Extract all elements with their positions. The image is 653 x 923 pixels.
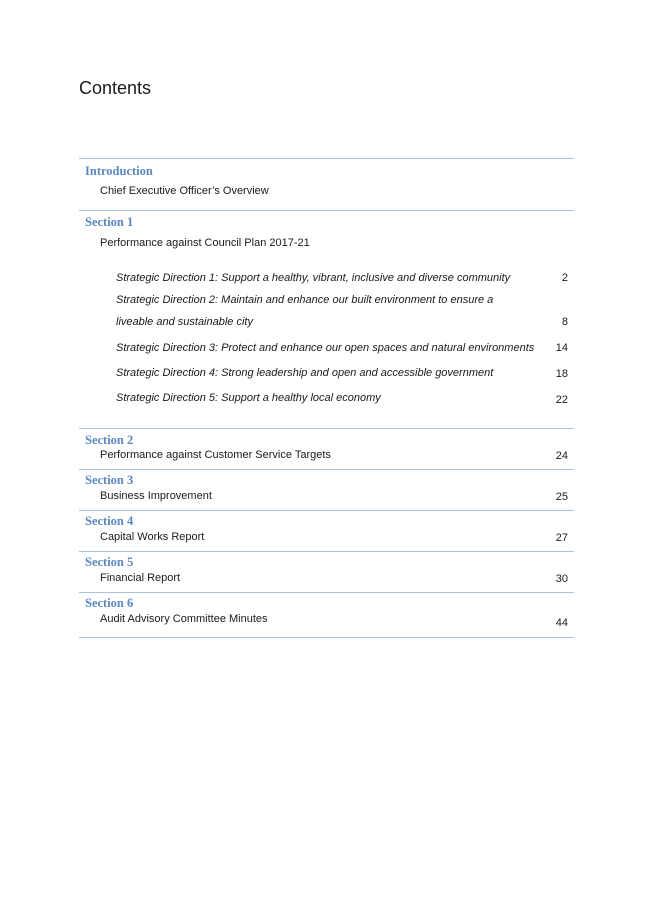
divider bbox=[79, 428, 574, 429]
page-number: 25 bbox=[555, 491, 568, 503]
section-1-heading[interactable]: Section 1 bbox=[85, 215, 134, 229]
page-number: 22 bbox=[555, 394, 568, 406]
page-number: 2 bbox=[561, 272, 568, 284]
toc-entry-ceo-overview[interactable]: Chief Executive Officer’s Overview bbox=[100, 185, 269, 197]
section-4-heading[interactable]: Section 4 bbox=[85, 514, 134, 528]
section-5-heading[interactable]: Section 5 bbox=[85, 555, 134, 569]
toc-entry-audit-minutes[interactable]: Audit Advisory Committee Minutes bbox=[100, 613, 268, 625]
divider bbox=[79, 158, 574, 159]
page-number: 44 bbox=[555, 617, 568, 629]
toc-entry-strategic-direction-3[interactable]: Strategic Direction 3: Protect and enhance our open spaces and natural environments bbox=[116, 342, 535, 354]
toc-entry-strategic-direction-2-cont[interactable]: liveable and sustainable city bbox=[116, 316, 253, 328]
page-number: 18 bbox=[555, 368, 568, 380]
introduction-heading[interactable]: Introduction bbox=[85, 164, 153, 178]
divider bbox=[79, 469, 574, 470]
page-number: 30 bbox=[555, 573, 568, 585]
toc-entry-strategic-direction-5[interactable]: Strategic Direction 5: Support a healthy local economy bbox=[116, 392, 381, 404]
toc-entry-customer-service[interactable]: Performance against Customer Service Targets bbox=[100, 449, 331, 461]
page-number: 27 bbox=[555, 532, 568, 544]
section-3-heading[interactable]: Section 3 bbox=[85, 473, 134, 487]
divider bbox=[79, 592, 574, 593]
toc-entry-financial-report[interactable]: Financial Report bbox=[100, 572, 181, 584]
page-number: 8 bbox=[561, 316, 568, 328]
divider bbox=[79, 551, 574, 552]
section-2-heading[interactable]: Section 2 bbox=[85, 433, 134, 447]
divider bbox=[79, 637, 574, 638]
section-6-heading[interactable]: Section 6 bbox=[85, 596, 134, 610]
toc-entry-business-improvement[interactable]: Business Improvement bbox=[100, 490, 212, 502]
page-number: 24 bbox=[555, 450, 568, 462]
toc-entry-council-plan[interactable]: Performance against Council Plan 2017-21 bbox=[100, 237, 310, 249]
page-number: 14 bbox=[555, 342, 568, 354]
toc-entry-strategic-direction-1[interactable]: Strategic Direction 1: Support a healthy, vibrant, inclusive and diverse community bbox=[116, 272, 511, 284]
toc-entry-strategic-direction-2[interactable]: Strategic Direction 2: Maintain and enhance our built environment to ensure a bbox=[116, 294, 494, 306]
divider bbox=[79, 210, 574, 211]
toc-entry-capital-works[interactable]: Capital Works Report bbox=[100, 531, 205, 543]
toc-entry-strategic-direction-4[interactable]: Strategic Direction 4: Strong leadership and open and accessible government bbox=[116, 367, 494, 379]
divider bbox=[79, 510, 574, 511]
page-title: Contents bbox=[79, 78, 152, 98]
